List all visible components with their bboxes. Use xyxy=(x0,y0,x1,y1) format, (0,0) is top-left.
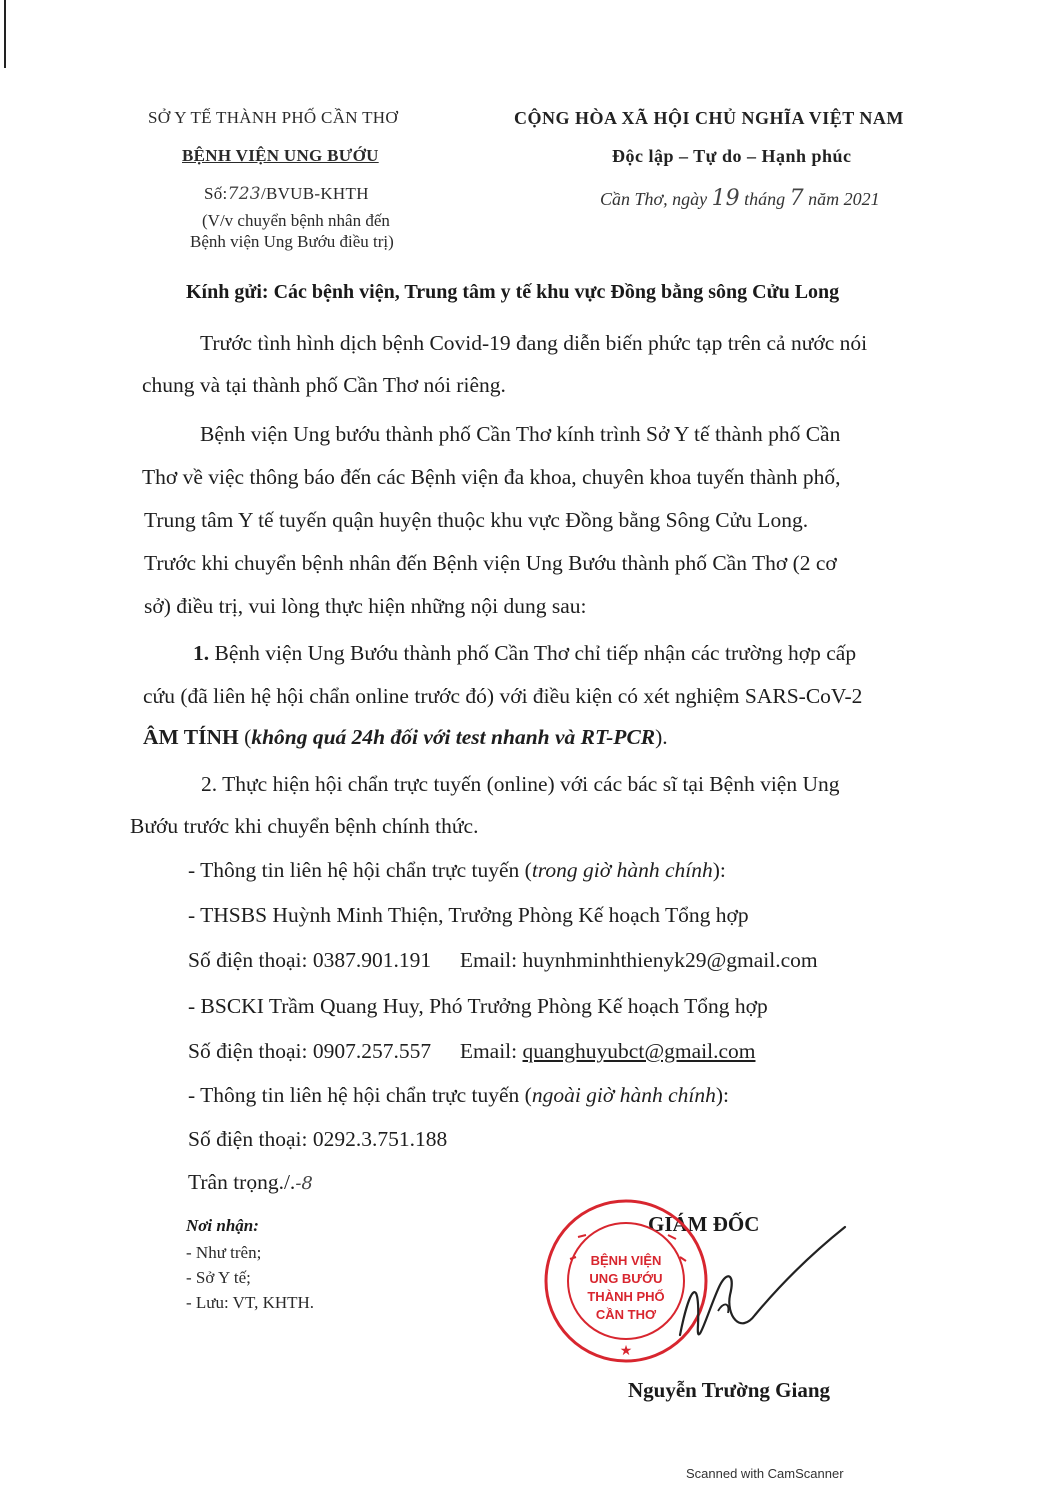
person2-phone-label: Số điện thoại: xyxy=(188,1039,308,1063)
item1-number: 1. xyxy=(193,641,210,665)
recipient-item-3: - Lưu: VT, KHTH. xyxy=(186,1293,315,1312)
date-year: năm 2021 xyxy=(808,189,880,209)
item1-paren-close: ). xyxy=(655,725,668,749)
closing: Trân trọng./. xyxy=(188,1170,296,1194)
recipient-item-1: - Như trên; xyxy=(186,1243,262,1262)
item2-line2: Bướu trước khi chuyển bệnh chính thức. xyxy=(130,814,479,838)
test-timeframe: không quá 24h đối với test nhanh và RT-PCR xyxy=(251,725,656,749)
after-hours-phone: 0292.3.751.188 xyxy=(312,1127,448,1151)
item1-line3 xyxy=(143,725,668,750)
person2: - BSCKI Trầm Quang Huy, Phó Trưởng Phòng Kế hoạch Tổng hợp xyxy=(188,994,768,1018)
paragraph2-line4: Trước khi chuyển bệnh nhân đến Bệnh viện Ung Bướu thành phố Cần Thơ (2 cơ xyxy=(144,551,837,575)
item2-line1: 2. Thực hiện hội chẩn trực tuyến (online) với các bác sĩ tại Bệnh viện Ung xyxy=(201,772,840,796)
scanner-watermark: Scanned with CamScanner xyxy=(686,1466,844,1481)
person1-phone: 0387.901.191 xyxy=(312,948,432,972)
stamp-line1: BỆNH VIỆN xyxy=(590,1253,662,1268)
date-day: 19 xyxy=(711,186,740,211)
number-prefix: Số: xyxy=(204,184,228,203)
after-hours-suffix: ): xyxy=(715,1083,730,1107)
ministry-name: SỞ Y TẾ THÀNH PHỐ CẦN THƠ xyxy=(148,108,398,127)
date-prefix: Cần Thơ, ngày xyxy=(600,189,708,209)
negative-result: ÂM TÍNH xyxy=(143,725,239,749)
item1-line2: cứu (đã liên hệ hội chẩn online trước đó) với điều kiện có xét nghiệm SARS-CoV-2 xyxy=(143,684,863,708)
person2-phone: 0907.257.557 xyxy=(312,1039,432,1063)
office-hours-contact xyxy=(188,858,726,883)
recipient-item-2: - Sở Y tế; xyxy=(186,1268,251,1287)
handwritten-signature xyxy=(660,1215,860,1360)
signatory-name: Nguyễn Trường Giang xyxy=(628,1378,830,1402)
paragraph1-line1: Trước tình hình dịch bệnh Covid-19 đang diễn biến phức tạp trên cả nước nói xyxy=(200,331,868,355)
number-handwritten: 723 xyxy=(227,184,261,204)
item1-line1-text: Bệnh viện Ung Bướu thành phố Cần Thơ chỉ tiếp nhận các trường hợp cấp xyxy=(214,641,857,665)
recipient-line: Kính gửi: Các bệnh viện, Trung tâm y tế khu vực Đồng bằng sông Cửu Long xyxy=(186,281,840,303)
item1-line1 xyxy=(193,641,856,666)
paragraph2-line3: Trung tâm Y tế tuyến quận huyện thuộc khu vực Đồng bằng Sông Cửu Long. xyxy=(144,508,809,532)
document-number xyxy=(204,184,369,204)
stamp-line4: CẦN THƠ xyxy=(595,1307,657,1322)
person2-contact xyxy=(188,1039,755,1064)
after-hours-phone-line xyxy=(188,1127,447,1152)
person1-phone-label: Số điện thoại: xyxy=(188,948,308,972)
office-hours-italic: trong giờ hành chính xyxy=(531,858,713,882)
nation-title: CỘNG HÒA XÃ HỘI CHỦ NGHĨA VIỆT NAM xyxy=(514,108,904,128)
after-hours-phone-label: Số điện thoại: xyxy=(188,1127,308,1151)
closing-line xyxy=(188,1170,313,1195)
subject-line-2: Bệnh viện Ung Bướu điều trị) xyxy=(190,232,394,251)
person1-email-label: Email: xyxy=(459,948,518,972)
stamp-star-icon: ★ xyxy=(619,1344,633,1359)
person2-email-label: Email: xyxy=(459,1039,518,1063)
after-hours-italic: ngoài giờ hành chính xyxy=(531,1083,716,1107)
motto: Độc lập – Tự do – Hạnh phúc xyxy=(612,146,852,166)
subject-line-1: (V/v chuyển bệnh nhân đến xyxy=(202,211,390,230)
person1-contact xyxy=(188,948,818,973)
office-hours-prefix: - Thông tin liên hệ hội chẩn trực tuyến ( xyxy=(188,858,532,882)
person1: - THSBS Huỳnh Minh Thiện, Trưởng Phòng Kế hoạch Tổng hợp xyxy=(188,903,749,927)
paragraph2-line5: sở) điều trị, vui lòng thực hiện những nội dung sau: xyxy=(144,594,587,618)
date-month: 7 xyxy=(789,186,804,211)
closing-mark: -8 xyxy=(295,1173,313,1194)
paragraph2-line1: Bệnh viện Ung bướu thành phố Cần Thơ kính trình Sở Y tế thành phố Cần xyxy=(200,422,841,446)
item1-paren-open: ( xyxy=(238,725,252,749)
after-hours-contact xyxy=(188,1083,729,1108)
stamp-line2: UNG BƯỚU xyxy=(589,1271,663,1286)
date-month-label: tháng xyxy=(744,189,786,209)
paragraph2-line2: Thơ về việc thông báo đến các Bệnh viện đa khoa, chuyên khoa tuyến thành phố, xyxy=(142,465,841,489)
after-hours-prefix: - Thông tin liên hệ hội chẩn trực tuyến ( xyxy=(188,1083,532,1107)
person2-email[interactable]: quanghuyubct@gmail.com xyxy=(522,1039,756,1063)
date-line xyxy=(600,186,880,211)
signature-title: GIÁM ĐỐC xyxy=(648,1212,760,1236)
stamp-line3: THÀNH PHỐ xyxy=(587,1289,665,1304)
hospital-name: BỆNH VIỆN UNG BƯỚU xyxy=(182,146,379,165)
office-hours-suffix: ): xyxy=(712,858,726,882)
recipients-title: Nơi nhận: xyxy=(186,1216,259,1235)
person1-email[interactable]: huynhminhthienyk29@gmail.com xyxy=(522,948,818,972)
paragraph1-line2: chung và tại thành phố Cần Thơ nói riêng. xyxy=(142,373,506,397)
scan-edge-line xyxy=(4,0,6,68)
number-suffix: /BVUB-KHTH xyxy=(260,184,369,203)
